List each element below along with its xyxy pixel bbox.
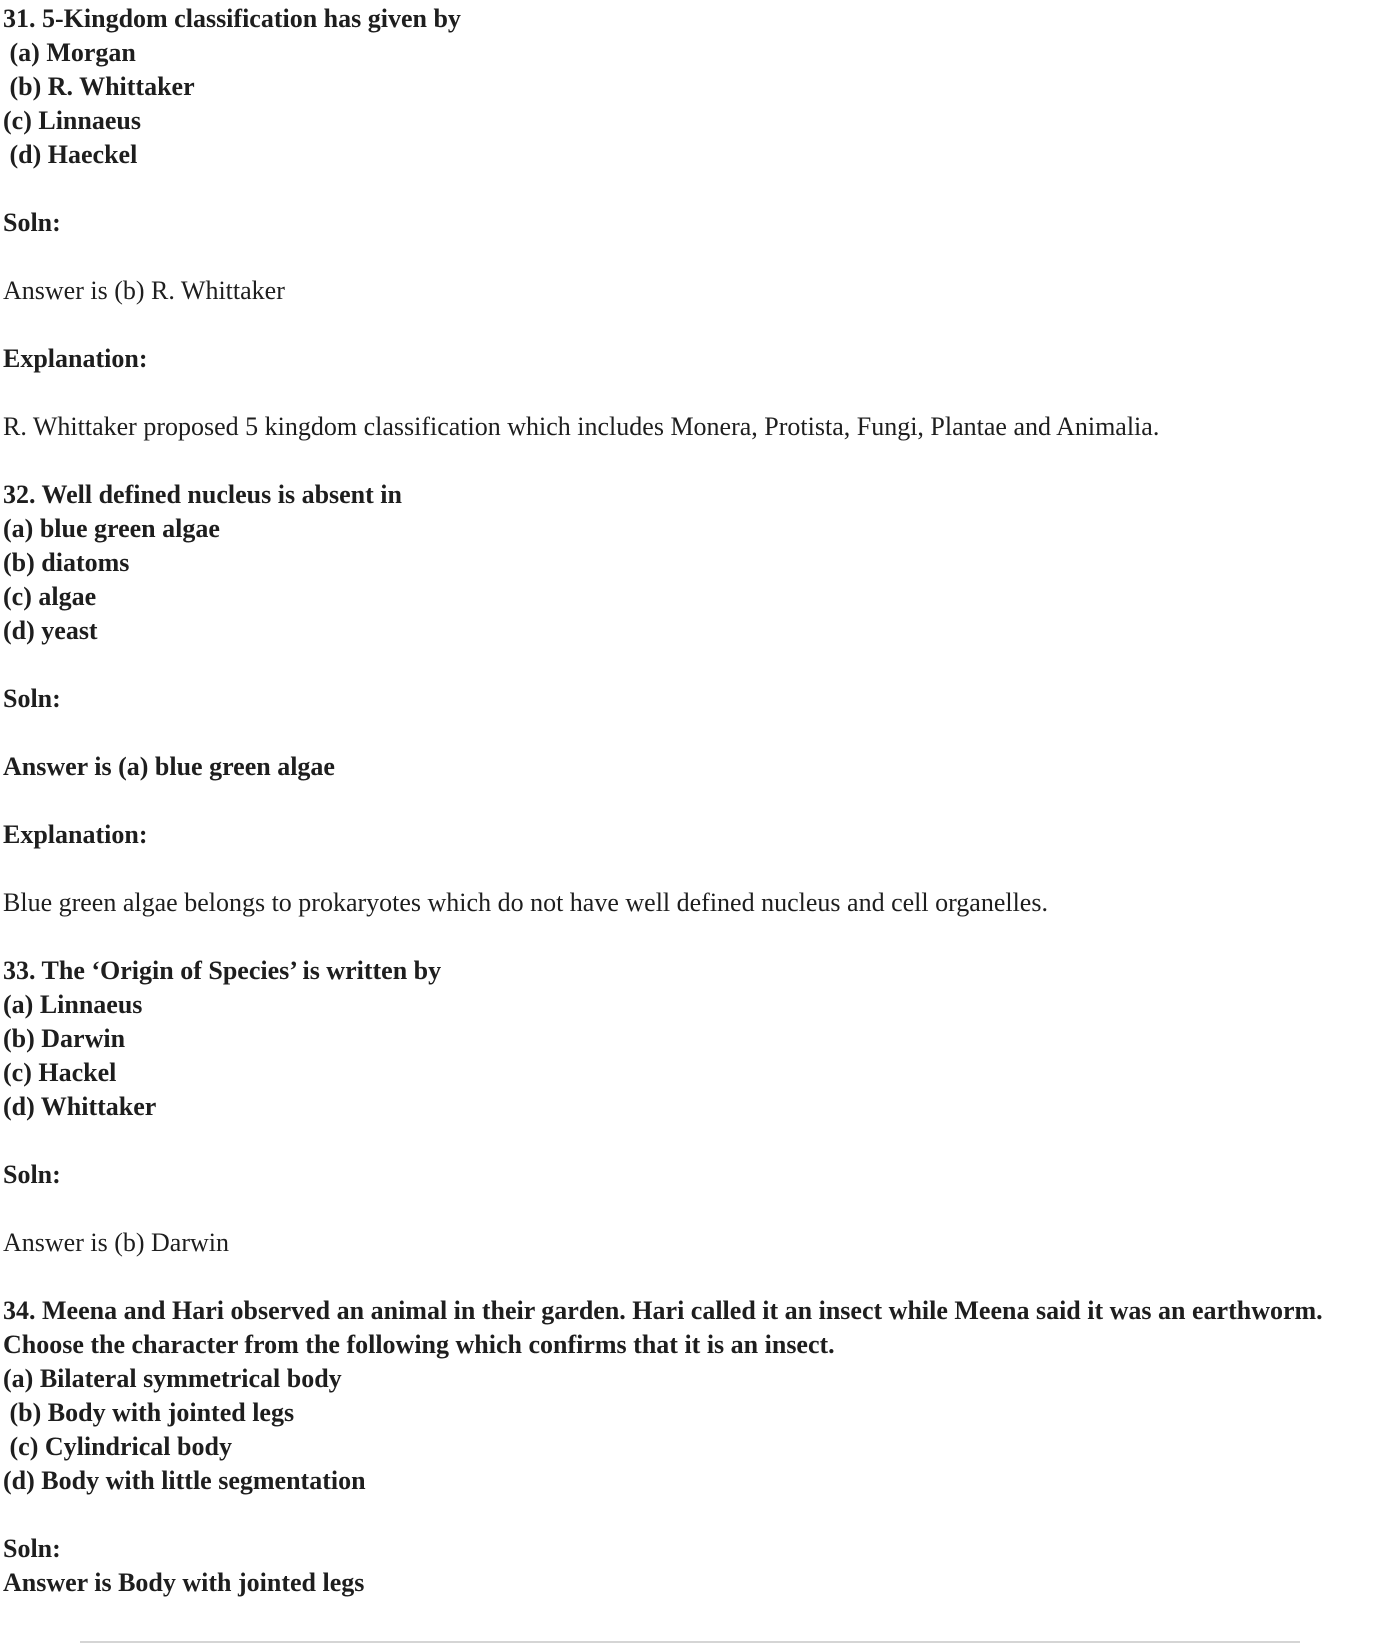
- soln-label: Soln:: [3, 1160, 61, 1189]
- question-32: [3, 478, 1388, 920]
- option-d: (d) Whittaker: [3, 1092, 157, 1121]
- soln-label: Soln:: [3, 1534, 61, 1563]
- option-a: (a) Linnaeus: [3, 990, 143, 1019]
- answer-text: Answer is (a) blue green algae: [3, 752, 335, 781]
- option-c: (c) Cylindrical body: [3, 1432, 232, 1461]
- explanation-label: Explanation:: [3, 344, 148, 373]
- option-d: (d) yeast: [3, 616, 98, 645]
- question-34: [3, 1294, 1388, 1600]
- answer-text: Answer is (b) R. Whittaker: [3, 276, 285, 305]
- explanation-text: R. Whittaker proposed 5 kingdom classification which includes Monera, Protista, Fungi, Plantae and Animalia.: [3, 412, 1160, 441]
- question-title: 33. The ‘Origin of Species’ is written by: [3, 956, 442, 985]
- answer-text: Answer is Body with jointed legs: [3, 1568, 365, 1597]
- option-a: (a) blue green algae: [3, 514, 220, 543]
- answer-text: Answer is (b) Darwin: [3, 1228, 230, 1257]
- question-title: 32. Well defined nucleus is absent in: [3, 480, 402, 509]
- question-title: 34. Meena and Hari observed an animal in their garden. Hari called it an insect while Meena said it was an earthworm. Choose the character from the following which confirms that it is an insect.: [3, 1296, 1323, 1359]
- question-31: [3, 2, 1388, 444]
- option-a: (a) Morgan: [3, 38, 136, 67]
- option-d: (d) Body with little segmentation: [3, 1466, 366, 1495]
- question-33: [3, 954, 1388, 1260]
- explanation-label: Explanation:: [3, 820, 148, 849]
- soln-label: Soln:: [3, 208, 61, 237]
- option-c: (c) algae: [3, 582, 97, 611]
- option-c: (c) Linnaeus: [3, 106, 141, 135]
- option-b: (b) Body with jointed legs: [3, 1398, 295, 1427]
- option-b: (b) Darwin: [3, 1024, 126, 1053]
- option-b: (b) R. Whittaker: [3, 72, 195, 101]
- option-b: (b) diatoms: [3, 548, 130, 577]
- option-a: (a) Bilateral symmetrical body: [3, 1364, 342, 1393]
- soln-label: Soln:: [3, 684, 61, 713]
- option-d: (d) Haeckel: [3, 140, 138, 169]
- option-c: (c) Hackel: [3, 1058, 117, 1087]
- explanation-text: Blue green algae belongs to prokaryotes which do not have well defined nucleus and cell organelles.: [3, 888, 1048, 917]
- question-title: 31. 5-Kingdom classification has given by: [3, 4, 461, 33]
